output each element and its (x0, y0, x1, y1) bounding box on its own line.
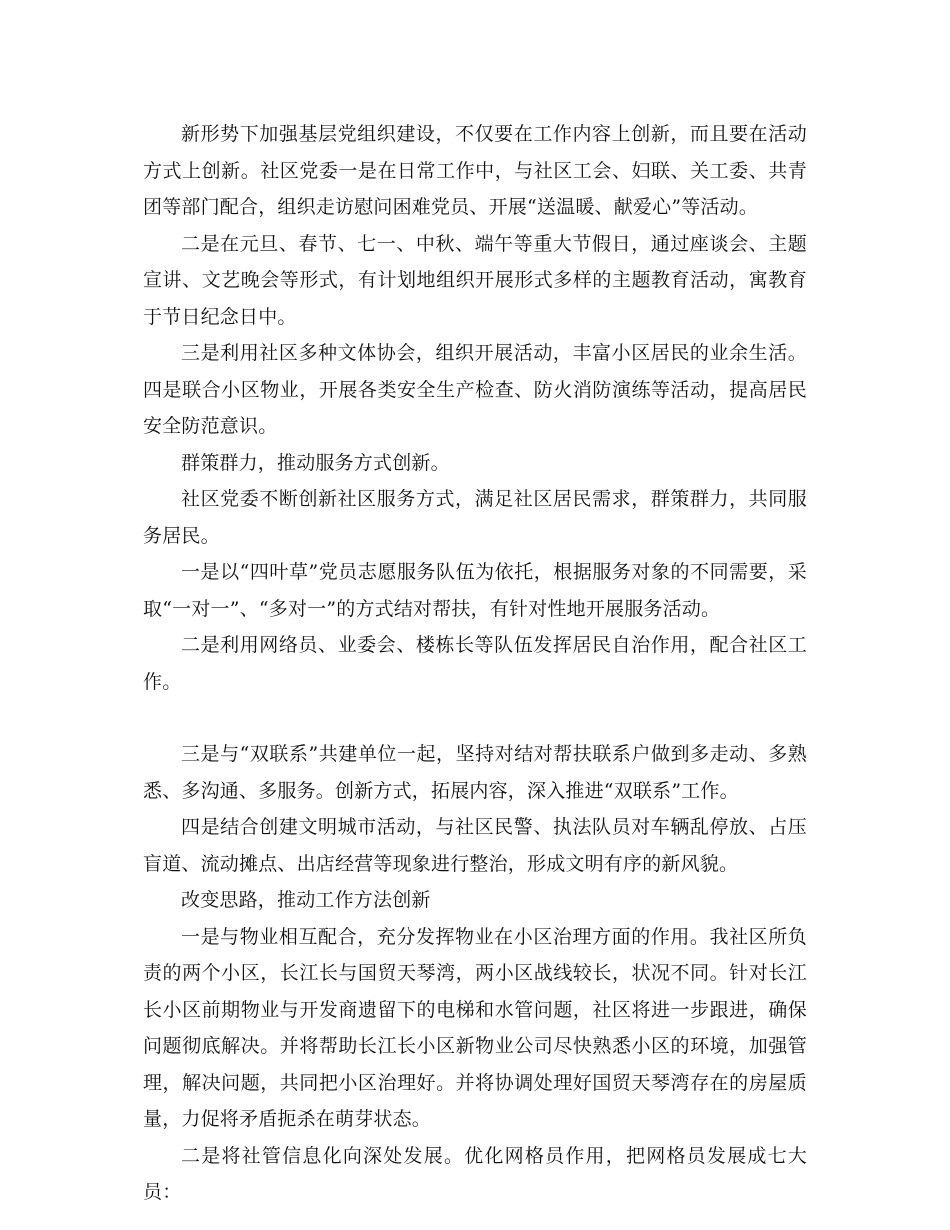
paragraph-6: 一是以“四叶草”党员志愿服务队伍为依托，根据服务对象的不同需要，采取“一对一”、“多对一”的方式结对帮扶，有针对性地开展服务活动。 (143, 561, 807, 620)
paragraph-12: 二是将社管信息化向深处发展。优化网格员作用，把网格员发展成七大员： (143, 1144, 807, 1203)
document-body (143, 116, 807, 1211)
section-heading-service: 群策群力，推动服务方式创新。 (181, 451, 450, 474)
paragraph-3: 三是利用社区多种文体协会，组织开展活动，丰富小区居民的业余生活。四是联合小区物业，开展各类安全生产检查、防火消防演练等活动，提高居民安全防范意识。 (143, 342, 807, 437)
paragraph-9: 四是结合创建文明城市活动，与社区民警、执法队员对车辆乱停放、占压盲道、流动摊点、出店经营等现象进行整治，形成文明有序的新风貌。 (143, 816, 807, 875)
paragraph-1: 新形势下加强基层党组织建设，不仅要在工作内容上创新，而且要在活动方式上创新。社区党委一是在日常工作中，与社区工会、妇联、关工委、共青团等部门配合，组织走访慰问困难党员、开展“送温暖、献爱心”等活动。 (143, 123, 807, 218)
paragraph-8: 三是与“双联系”共建单位一起，坚持对结对帮扶联系户做到多走动、多熟悉、多沟通、多服务。创新方式，拓展内容，深入推进“双联系”工作。 (143, 743, 807, 802)
paragraph-11: 一是与物业相互配合，充分发挥物业在小区治理方面的作用。我社区所负责的两个小区，长江长与国贸天琴湾，两小区战线较长，状况不同。针对长江长小区前期物业与开发商遗留下的电梯和水管问题，社区将进一步跟进，确保问题彻底解决。并将帮助长江长小区新物业公司尽快熟悉小区的环境，加强管理，解决问题，共同把小区治理好。并将协调处理好国贸天琴湾存在的房屋质量，力促将矛盾扼杀在萌芽状态。 (143, 925, 807, 1130)
paragraph-2: 二是在元旦、春节、七一、中秋、端午等重大节假日，通过座谈会、主题宣讲、文艺晚会等形式，有计划地组织开展形式多样的主题教育活动，寓教育于节日纪念日中。 (143, 232, 807, 328)
paragraph-5: 社区党委不断创新社区服务方式，满足社区居民需求，群策群力，共同服务居民。 (143, 488, 807, 547)
paragraph-7: 二是利用网络员、业委会、楼栋长等队伍发挥居民自治作用，配合社区工作。 (143, 634, 807, 693)
section-heading-method: 改变思路，推动工作方法创新 (181, 889, 431, 911)
